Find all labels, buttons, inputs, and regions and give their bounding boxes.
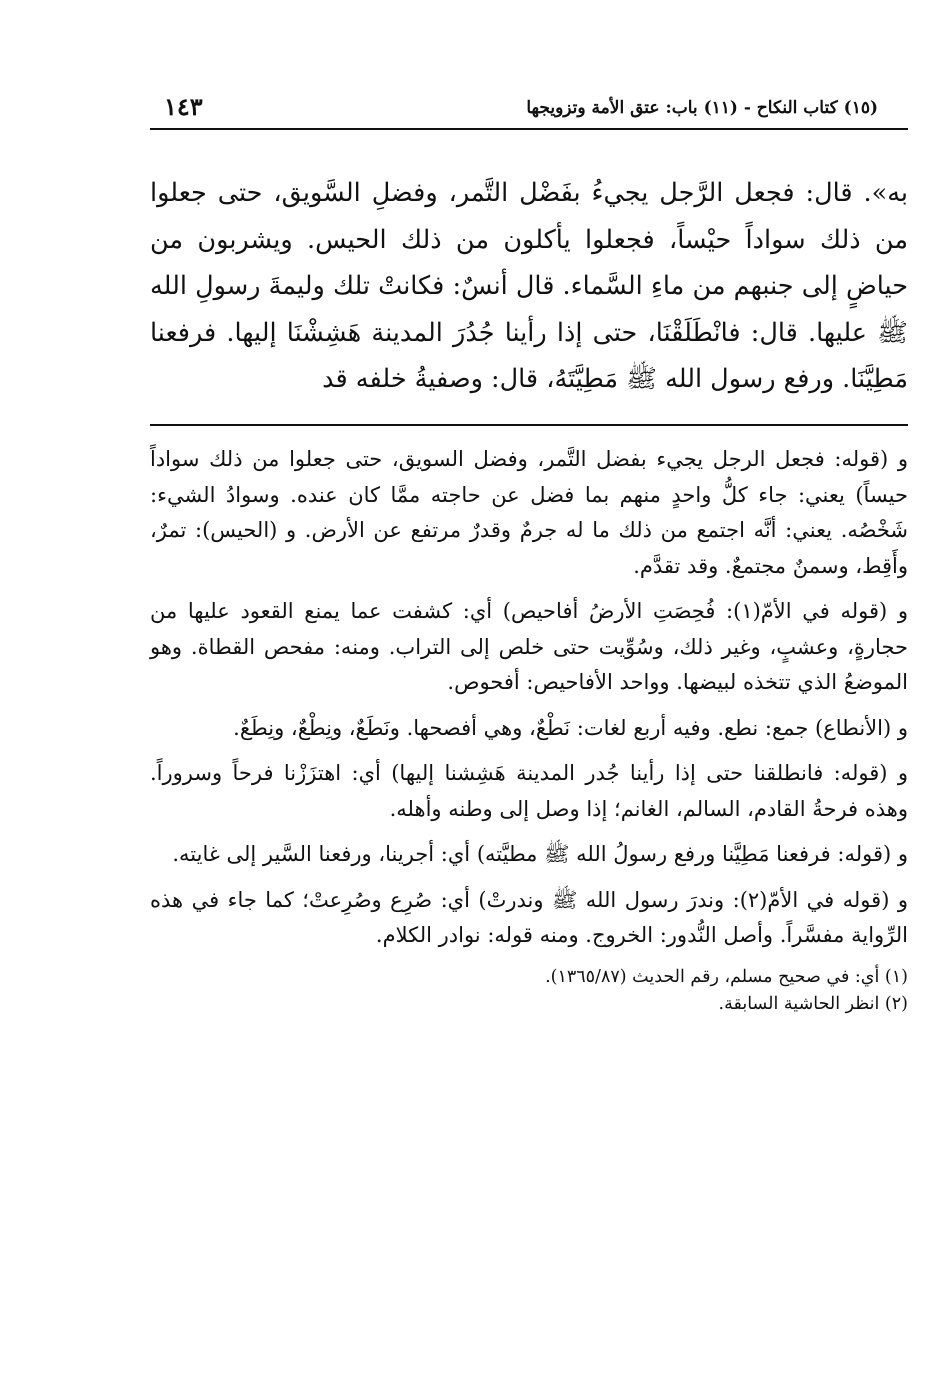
footnote-1: (١) أي: في صحيح مسلم، رقم الحديث (١٣٦٥/٨٧). (545, 966, 908, 987)
commentary-paragraph: و (قوله في الأمّ(١): فُحِصَتِ الأرضُ أفاحيص) أي: كشفت عما يمنع القعود عليها من حجارةٍ، وعشبٍ، وغير ذلك، وسُوِّيت حتى خلص إلى التراب. ومنه: مفحص القطاة. وهو الموضعُ الذي تتخذه لبيضها. وواحد الأفاحيص: أفحوص. (150, 599, 909, 694)
commentary-section (150, 442, 908, 954)
commentary-paragraph: و (الأنطاع) جمع: نطع. وفيه أربع لغات: نَطْعٌ، وهي أفصحها. ونَطَعٌ، ونِطْعٌ، ونِطَعٌ. (233, 715, 908, 740)
commentary-paragraph: و (قوله: فجعل الرجل يجيء بفضل التَّمر، وفضل السويق، حتى جعلوا من ذلك سواداً حيساً) يعني: جاء كلُّ واحدٍ منهم بما فضل عن حاجته ممَّا كان عنده. وسوادُ الشيء: شَخْصُه. يعني: أنَّه اجتمع من ذلك ما له جرمٌ وقدرٌ مرتفع عن الأرض. و (الحيس): تمرٌ، وأَقِط، وسمنٌ مجتمعٌ. وقد تقدَّم. (150, 447, 908, 578)
commentary-paragraph: و (قوله في الأمّ(٢): وندرَ رسول الله ﷺ وندرتْ) أي: صُرِع وصُرِعتْ؛ كما جاء في هذه الرِّواية مفسَّراً. وأصل النُّدور: الخروج. ومنه قوله: نوادر الكلام. (150, 887, 908, 947)
book-page (150, 92, 908, 1018)
separator-line (150, 424, 908, 426)
footnotes (150, 964, 908, 1018)
chapter-title: (١٥) كتاب النكاح - (١١) باب: عتق الأمة وتزويجها (526, 98, 878, 118)
running-header (150, 92, 908, 130)
page-number: ١٤٣ (164, 92, 203, 121)
footnote-2: (٢) انظر الحاشية السابقة. (718, 993, 908, 1014)
hadith-text: به». قال: فجعل الرَّجل يجيءُ بفَضْل التَّمر، وفضلِ السَّويق، حتى جعلوا من ذلك سواداً حيْساً، فجعلوا يأكلون من ذلك الحيس. ويشربون من حياضٍ إلى جنبهم من ماءِ السَّماء. قال أنسٌ: فكانتْ تلك وليمةَ رسولِ الله ﷺ عليها. قال: فانْطَلَقْنَا، حتى إذا رأينا جُدُرَ المدينة هَشِشْنَا إليها. فرفعنا مَطِيَّنَا. ورفع رسول الله ﷺ مَطِيَّتَهُ، قال: وصفيةُ خلفه قد (150, 178, 908, 394)
commentary-paragraph: و (قوله: فرفعنا مَطِيَّنا ورفع رسولُ الله ﷺ مطيَّته) أي: أجرينا، ورفعنا السَّير إلى غايته. (172, 842, 908, 866)
commentary-paragraph: و (قوله: فانطلقنا حتى إذا رأينا جُدر المدينة هَشِشنا إليها) أي: اهتزَزْنا فرحاً وسروراً. وهذه فرحةُ القادم، السالم، الغانم؛ إذا وصل إلى وطنه وأهله. (150, 761, 909, 821)
